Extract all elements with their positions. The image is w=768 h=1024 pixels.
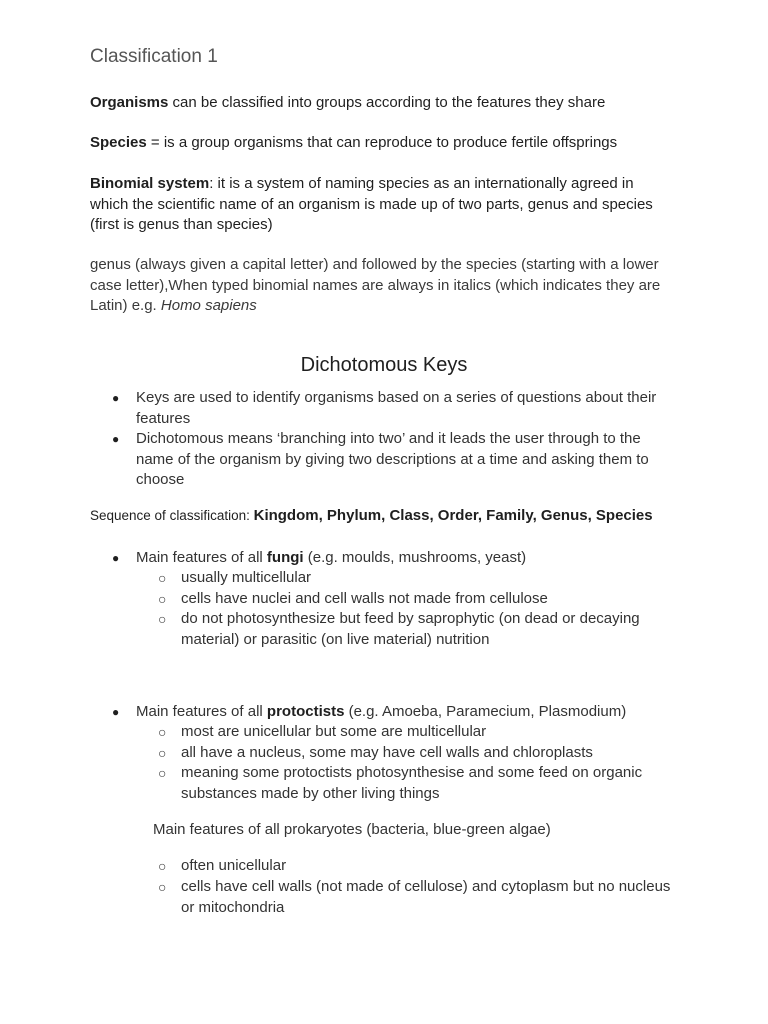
fungi-sub-3 — [181, 609, 640, 650]
binomial-line1: : it is a system of naming species as an internationally agreed in — [209, 175, 634, 192]
bullet-dot: ● — [112, 551, 120, 565]
genus-line3-prefix: Latin) e.g. — [90, 297, 161, 314]
fungi-sub-3-line1: do not photosynthesize but feed by saprophytic (on dead or decaying — [181, 610, 640, 627]
bullet-dot: ● — [112, 391, 120, 405]
dichotomous-bullet-2-line2: name of the organism by giving two descriptions at a time and asking them to — [136, 450, 649, 468]
sub-bullet-circle: ○ — [158, 765, 167, 781]
genus-paragraph — [90, 255, 690, 317]
genus-example: Homo sapiens — [160, 297, 257, 314]
protoctists-term: protoctists — [266, 703, 345, 720]
dichotomous-bullet-2 — [136, 429, 696, 491]
protoctists-sub-2: all have a nucleus, some may have cell walls and chloroplasts — [181, 744, 593, 761]
protoctists-heading — [136, 702, 626, 723]
sequence-label: Sequence of classification: — [90, 508, 254, 523]
protoctists-prefix: Main features of all — [136, 703, 267, 720]
protoctists-sub-3-line2: substances made by other living things — [181, 784, 440, 802]
classification-sequence — [90, 507, 653, 524]
species-term: Species — [90, 134, 147, 151]
species-text: = is a group organisms that can reproduce to produce fertile offsprings — [146, 134, 618, 151]
protoctists-sub-1: most are unicellular but some are multicellular — [181, 723, 487, 740]
organisms-paragraph — [90, 93, 690, 114]
sub-bullet-circle: ○ — [158, 858, 167, 874]
sub-bullet-circle: ○ — [158, 724, 167, 740]
page-title: Classification 1 — [90, 46, 218, 67]
fungi-sub-2: cells have nuclei and cell walls not made from cellulose — [181, 590, 548, 607]
binomial-paragraph — [90, 174, 690, 236]
binomial-term: Binomial system — [90, 175, 210, 192]
fungi-sub-1: usually multicellular — [181, 569, 312, 586]
binomial-line3: (first is genus than species) — [90, 216, 273, 233]
prokaryotes-sub-2 — [181, 877, 670, 918]
dichotomous-bullet-1-line2: features — [136, 409, 191, 427]
prokaryotes-sub-2-line2: or mitochondria — [181, 898, 285, 916]
fungi-prefix: Main features of all — [136, 549, 267, 566]
bullet-dot: ● — [112, 432, 120, 446]
dichotomous-bullet-2-line3: choose — [136, 471, 185, 488]
fungi-sub-3-line2: material) or parasitic (on live material) nutrition — [181, 630, 490, 648]
dichotomous-bullet-1 — [136, 388, 696, 429]
dichotomous-heading: Dichotomous Keys — [300, 354, 468, 376]
sub-bullet-circle: ○ — [158, 745, 167, 761]
protoctists-sub-3 — [181, 763, 642, 804]
dichotomous-bullet-1-line1: Keys are used to identify organisms based on a series of questions about their — [136, 389, 657, 406]
sub-bullet-circle: ○ — [158, 570, 167, 586]
fungi-suffix: (e.g. moulds, mushrooms, yeast) — [303, 549, 527, 566]
genus-line1: genus (always given a capital letter) and followed by the species (starting with a lower — [90, 256, 659, 273]
prokaryotes-heading: Main features of all prokaryotes (bacteria, blue-green algae) — [153, 821, 551, 838]
binomial-line2: which the scientific name of an organism is made up of two parts, genus and species — [90, 195, 653, 213]
prokaryotes-sub-1: often unicellular — [181, 857, 287, 874]
bullet-dot: ● — [112, 705, 120, 719]
dichotomous-bullet-2-line1: Dichotomous means ‘branching into two’ and it leads the user through to the — [136, 430, 641, 447]
fungi-term: fungi — [266, 549, 304, 566]
genus-line2: case letter),When typed binomial names are always in italics (which indicates they are — [90, 276, 661, 294]
fungi-heading — [136, 548, 526, 569]
prokaryotes-sub-2-line1: cells have cell walls (not made of cellulose) and cytoplasm but no nucleus — [181, 878, 671, 895]
protoctists-sub-3-line1: meaning some protoctists photosynthesise and some feed on organic — [181, 764, 643, 781]
organisms-text: can be classified into groups according to the features they share — [168, 94, 606, 111]
sub-bullet-circle: ○ — [158, 611, 167, 627]
protoctists-suffix: (e.g. Amoeba, Paramecium, Plasmodium) — [344, 703, 627, 720]
sub-bullet-circle: ○ — [158, 879, 167, 895]
sub-bullet-circle: ○ — [158, 591, 167, 607]
species-paragraph — [90, 133, 690, 154]
sequence-value: Kingdom, Phylum, Class, Order, Family, Genus, Species — [253, 507, 653, 524]
organisms-term: Organisms — [90, 94, 169, 111]
